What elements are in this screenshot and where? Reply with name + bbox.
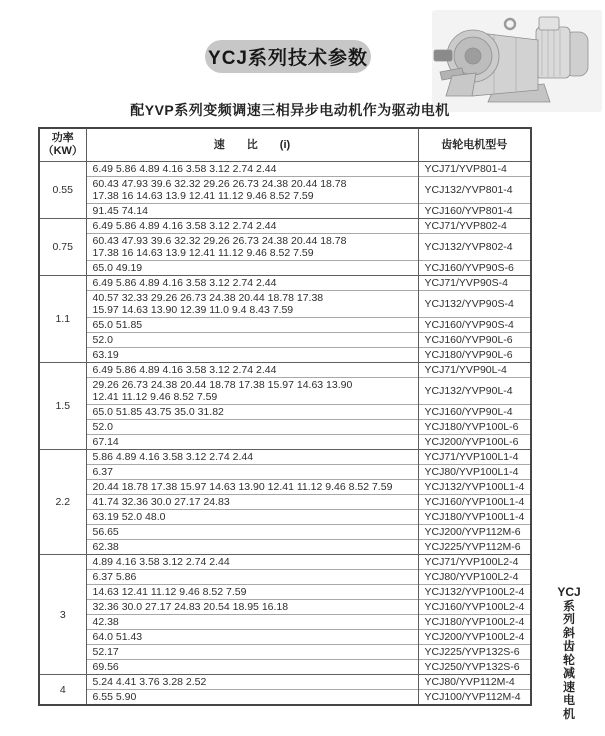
model-cell: YCJ132/YVP100L2-4 <box>418 585 531 600</box>
table-row <box>39 348 531 363</box>
table-row <box>39 405 531 420</box>
side-label-char: 斜 <box>562 625 575 640</box>
power-cell: 3 <box>39 555 86 675</box>
model-cell: YCJ71/YVP100L1-4 <box>418 450 531 465</box>
ratio-cell: 5.24 4.41 3.76 3.28 2.52 <box>86 675 418 690</box>
model-cell: YCJ132/YVP100L1-4 <box>418 480 531 495</box>
model-cell: YCJ132/YVP801-4 <box>418 177 531 204</box>
gear-motor-photo <box>432 10 602 112</box>
ratio-cell: 40.57 32.33 29.26 26.73 24.38 20.44 18.78 17.38 15.97 14.63 13.90 12.39 11.0 9.4 8.43 7.59 <box>86 291 418 318</box>
gear-motor-illustration <box>432 10 602 112</box>
ratio-cell: 52.17 <box>86 645 418 660</box>
table-header-row <box>39 128 531 162</box>
model-cell: YCJ160/YVP801-4 <box>418 204 531 219</box>
ratio-cell: 69.56 <box>86 660 418 675</box>
ratio-cell: 67.14 <box>86 435 418 450</box>
ratio-cell: 6.37 <box>86 465 418 480</box>
table-row <box>39 276 531 291</box>
table-row <box>39 480 531 495</box>
model-cell: YCJ180/YVP100L2-4 <box>418 615 531 630</box>
side-label-char: 轮 <box>562 652 575 667</box>
table-row <box>39 690 531 706</box>
title-badge-label: YCJ系列技术参数 <box>208 48 368 69</box>
header-power-line1: 功率 <box>51 132 74 144</box>
model-cell: YCJ180/YVP90L-6 <box>418 348 531 363</box>
table-row <box>39 177 531 204</box>
table-row <box>39 540 531 555</box>
model-cell: YCJ225/YVP112M-6 <box>418 540 531 555</box>
ratio-cell: 91.45 74.14 <box>86 204 418 219</box>
model-cell: YCJ71/YVP802-4 <box>418 219 531 234</box>
table-row <box>39 660 531 675</box>
ratio-cell: 14.63 12.41 11.12 9.46 8.52 7.59 <box>86 585 418 600</box>
ratio-cell: 52.0 <box>86 420 418 435</box>
table-row <box>39 204 531 219</box>
model-cell: YCJ160/YVP100L1-4 <box>418 495 531 510</box>
header-ratio: 速 比 (i) <box>86 128 418 162</box>
ratio-cell: 6.49 5.86 4.89 4.16 3.58 3.12 2.74 2.44 <box>86 162 418 177</box>
power-cell: 1.5 <box>39 363 86 450</box>
ratio-cell: 63.19 52.0 48.0 <box>86 510 418 525</box>
model-cell: YCJ200/YVP100L-6 <box>418 435 531 450</box>
model-cell: YCJ200/YVP112M-6 <box>418 525 531 540</box>
model-cell: YCJ100/YVP112M-4 <box>418 690 531 706</box>
subtitle: 配YVP系列变频调速三相异步电动机作为驱动电机 <box>130 102 450 118</box>
table-row <box>39 162 531 177</box>
ratio-cell: 42.38 <box>86 615 418 630</box>
side-label-char: 减 <box>562 666 575 680</box>
ratio-cell: 6.49 5.86 4.89 4.16 3.58 3.12 2.74 2.44 <box>86 219 418 234</box>
ratio-cell: 5.86 4.89 4.16 3.58 3.12 2.74 2.44 <box>86 450 418 465</box>
model-cell: YCJ225/YVP132S-6 <box>418 645 531 660</box>
ratio-cell: 64.0 51.43 <box>86 630 418 645</box>
model-cell: YCJ180/YVP100L1-4 <box>418 510 531 525</box>
ratio-cell: 63.19 <box>86 348 418 363</box>
title-badge <box>205 40 371 73</box>
header-power-line2: （KW） <box>42 145 83 157</box>
table-row <box>39 555 531 570</box>
ratio-cell: 65.0 51.85 43.75 35.0 31.82 <box>86 405 418 420</box>
ratio-cell: 29.26 26.73 24.38 20.44 18.78 17.38 15.97 14.63 13.90 12.41 11.12 9.46 8.52 7.59 <box>86 378 418 405</box>
model-cell: YCJ250/YVP132S-6 <box>418 660 531 675</box>
model-cell: YCJ160/YVP90L-6 <box>418 333 531 348</box>
table-row <box>39 570 531 585</box>
side-label-char: 齿 <box>562 639 575 653</box>
side-label-char: 机 <box>562 706 575 721</box>
table-row <box>39 234 531 261</box>
spec-table <box>38 127 532 706</box>
model-cell: YCJ71/YVP100L2-4 <box>418 555 531 570</box>
ratio-cell: 6.49 5.86 4.89 4.16 3.58 3.12 2.74 2.44 <box>86 363 418 378</box>
table-row <box>39 585 531 600</box>
table-row <box>39 333 531 348</box>
ratio-cell: 52.0 <box>86 333 418 348</box>
ratio-cell: 60.43 47.93 39.6 32.32 29.26 26.73 24.38 20.44 18.78 17.38 16 14.63 13.9 12.41 11.12 9.46 8.52 7.59 <box>86 177 418 204</box>
ratio-cell: 65.0 51.85 <box>86 318 418 333</box>
header-power <box>39 128 86 162</box>
side-label-char: 列 <box>562 612 575 626</box>
model-cell: YCJ160/YVP100L2-4 <box>418 600 531 615</box>
table-row <box>39 600 531 615</box>
table-row <box>39 318 531 333</box>
ratio-cell: 20.44 18.78 17.38 15.97 14.63 13.90 12.41 11.12 9.46 8.52 7.59 <box>86 480 418 495</box>
power-cell: 0.75 <box>39 219 86 276</box>
model-cell: YCJ132/YVP90L-4 <box>418 378 531 405</box>
side-label-char: 系 <box>562 598 575 613</box>
ratio-cell: 62.38 <box>86 540 418 555</box>
table-row <box>39 378 531 405</box>
model-cell: YCJ160/YVP90S-6 <box>418 261 531 276</box>
side-label-char: 速 <box>562 679 575 694</box>
ratio-cell: 56.65 <box>86 525 418 540</box>
spec-table-body <box>39 162 531 706</box>
model-cell: YCJ132/YVP802-4 <box>418 234 531 261</box>
model-cell: YCJ160/YVP90L-4 <box>418 405 531 420</box>
model-cell: YCJ200/YVP100L2-4 <box>418 630 531 645</box>
header-model: 齿轮电机型号 <box>441 138 508 151</box>
power-cell: 1.1 <box>39 276 86 363</box>
table-row <box>39 291 531 318</box>
ratio-cell: 65.0 49.19 <box>86 261 418 276</box>
table-row <box>39 645 531 660</box>
ratio-cell: 6.55 5.90 <box>86 690 418 706</box>
model-cell: YCJ71/YVP801-4 <box>418 162 531 177</box>
model-cell: YCJ80/YVP100L1-4 <box>418 465 531 480</box>
ratio-cell: 4.89 4.16 3.58 3.12 2.74 2.44 <box>86 555 418 570</box>
table-row <box>39 420 531 435</box>
ratio-cell: 6.49 5.86 4.89 4.16 3.58 3.12 2.74 2.44 <box>86 276 418 291</box>
model-cell: YCJ180/YVP100L-6 <box>418 420 531 435</box>
power-cell: 4 <box>39 675 86 706</box>
table-row <box>39 261 531 276</box>
table-row <box>39 675 531 690</box>
table-row <box>39 510 531 525</box>
power-cell: 2.2 <box>39 450 86 555</box>
table-row <box>39 465 531 480</box>
table-row <box>39 363 531 378</box>
table-row <box>39 525 531 540</box>
table-row <box>39 630 531 645</box>
ratio-cell: 60.43 47.93 39.6 32.32 29.26 26.73 24.38 20.44 18.78 17.38 16 14.63 13.9 12.41 11.12 9.46 8.52 7.59 <box>86 234 418 261</box>
model-cell: YCJ132/YVP90S-4 <box>418 291 531 318</box>
ratio-cell: 41.74 32.36 30.0 27.17 24.83 <box>86 495 418 510</box>
model-cell: YCJ160/YVP90S-4 <box>418 318 531 333</box>
table-row <box>39 435 531 450</box>
model-cell: YCJ71/YVP90S-4 <box>418 276 531 291</box>
model-cell: YCJ80/YVP112M-4 <box>418 675 531 690</box>
ratio-cell: 32.36 30.0 27.17 24.83 20.54 18.95 16.18 <box>86 600 418 615</box>
model-cell: YCJ71/YVP90L-4 <box>418 363 531 378</box>
table-row <box>39 495 531 510</box>
table-row <box>39 450 531 465</box>
table-row <box>39 219 531 234</box>
table-row <box>39 615 531 630</box>
side-label-char: YCJ <box>557 585 581 599</box>
model-cell: YCJ80/YVP100L2-4 <box>418 570 531 585</box>
ratio-cell: 6.37 5.86 <box>86 570 418 585</box>
power-cell: 0.55 <box>39 162 86 219</box>
side-label <box>556 586 582 721</box>
side-label-char: 电 <box>562 693 575 707</box>
